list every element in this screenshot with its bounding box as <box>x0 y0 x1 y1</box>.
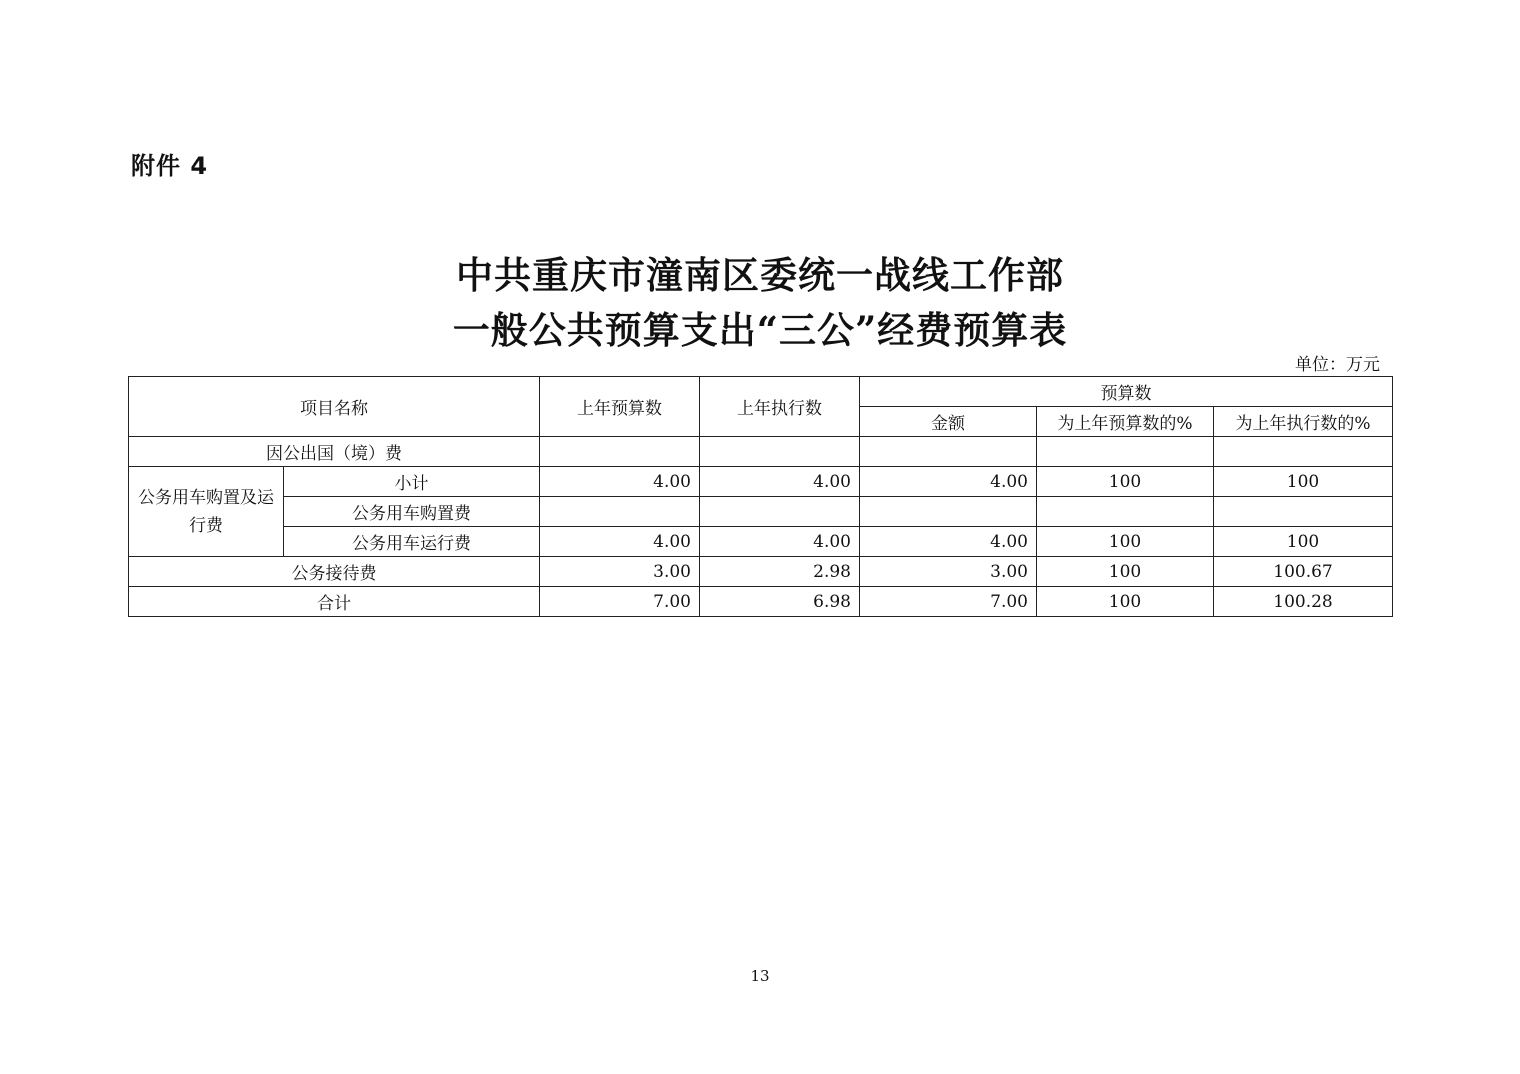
header-pct-prev-executed: 为上年执行数的% <box>1214 407 1393 437</box>
cell-pct-prev-budget: 100 <box>1037 557 1214 587</box>
header-amount: 金额 <box>860 407 1037 437</box>
cell-prev-executed: 4.00 <box>700 467 860 497</box>
unit-label: 单位：万元 <box>1295 355 1380 375</box>
document-title-line-1: 中共重庆市潼南区委统一战线工作部 <box>456 253 1064 297</box>
cell-pct-prev-executed <box>1214 437 1393 467</box>
cell-prev-executed <box>700 497 860 527</box>
page-number: 13 <box>750 967 770 985</box>
cell-pct-prev-executed: 100.28 <box>1214 587 1393 617</box>
cell-pct-prev-executed <box>1214 497 1393 527</box>
cell-pct-prev-executed: 100 <box>1214 467 1393 497</box>
row-name: 公务接待费 <box>129 557 540 587</box>
header-prev-executed: 上年执行数 <box>700 377 860 437</box>
table-row-vehicle-subtotal <box>129 467 1393 497</box>
row-name: 公务用车购置费 <box>284 497 540 527</box>
cell-pct-prev-budget <box>1037 497 1214 527</box>
row-name: 公务用车运行费 <box>284 527 540 557</box>
cell-amount: 3.00 <box>860 557 1037 587</box>
row-name: 合计 <box>129 587 540 617</box>
attachment-label: 附件 4 <box>131 152 209 180</box>
cell-prev-executed: 6.98 <box>700 587 860 617</box>
document-title-line-2: 一般公共预算支出“三公”经费预算表 <box>452 308 1068 352</box>
vehicle-group-label: 公务用车购置及运行费 <box>129 467 284 557</box>
table-row-overseas <box>129 437 1393 467</box>
cell-prev-executed: 4.00 <box>700 527 860 557</box>
cell-prev-budget: 3.00 <box>540 557 700 587</box>
table-row-vehicle-purchase <box>129 497 1393 527</box>
table-row-vehicle-operation <box>129 527 1393 557</box>
cell-pct-prev-executed: 100.67 <box>1214 557 1393 587</box>
cell-pct-prev-executed: 100 <box>1214 527 1393 557</box>
cell-prev-budget: 7.00 <box>540 587 700 617</box>
table-row-reception <box>129 557 1393 587</box>
budget-table <box>128 376 1393 617</box>
cell-prev-budget <box>540 437 700 467</box>
cell-amount: 4.00 <box>860 467 1037 497</box>
table-row-total <box>129 587 1393 617</box>
cell-prev-executed <box>700 437 860 467</box>
cell-amount: 7.00 <box>860 587 1037 617</box>
cell-amount <box>860 437 1037 467</box>
cell-prev-budget: 4.00 <box>540 467 700 497</box>
cell-pct-prev-budget <box>1037 437 1214 467</box>
cell-amount <box>860 497 1037 527</box>
cell-prev-budget <box>540 497 700 527</box>
table-header-row <box>129 377 1393 407</box>
cell-amount: 4.00 <box>860 527 1037 557</box>
cell-prev-budget: 4.00 <box>540 527 700 557</box>
header-pct-prev-budget: 为上年预算数的% <box>1037 407 1214 437</box>
cell-pct-prev-budget: 100 <box>1037 467 1214 497</box>
header-prev-budget: 上年预算数 <box>540 377 700 437</box>
cell-pct-prev-budget: 100 <box>1037 587 1214 617</box>
header-item-name: 项目名称 <box>129 377 540 437</box>
row-name: 小计 <box>284 467 540 497</box>
cell-prev-executed: 2.98 <box>700 557 860 587</box>
header-budget: 预算数 <box>860 377 1393 407</box>
row-name: 因公出国（境）费 <box>129 437 540 467</box>
cell-pct-prev-budget: 100 <box>1037 527 1214 557</box>
